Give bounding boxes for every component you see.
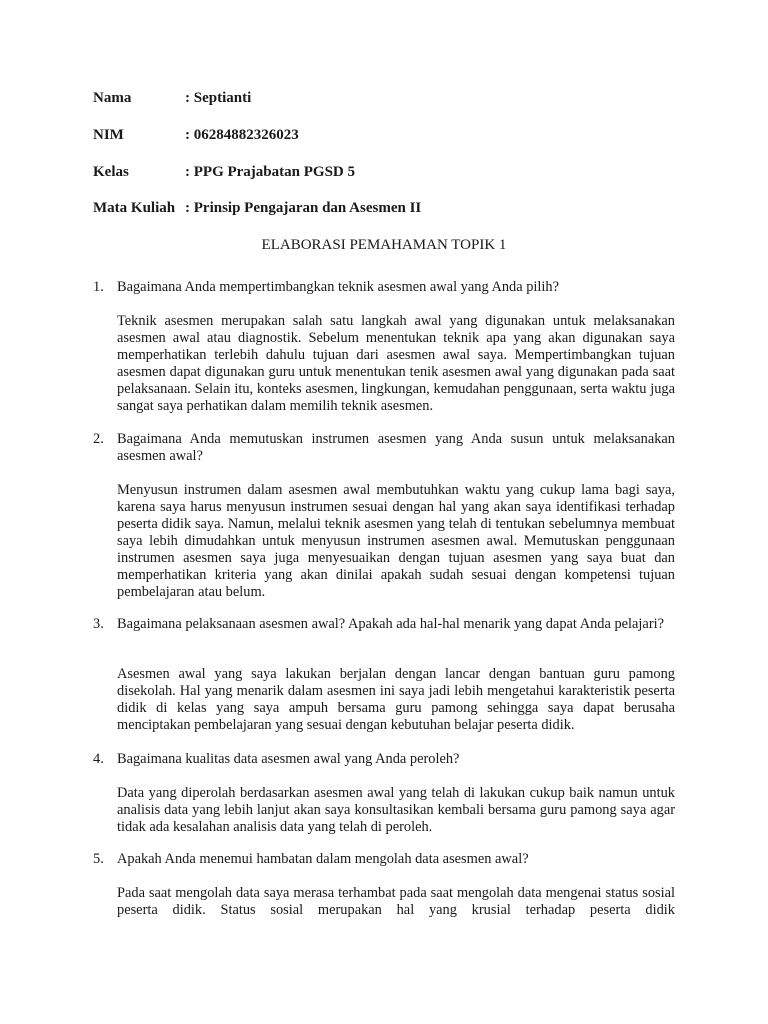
info-label: Kelas: [93, 164, 129, 180]
question-4: [93, 751, 675, 768]
question-number: 1.: [93, 279, 104, 295]
question-number: 2.: [93, 431, 104, 447]
answer-5: Pada saat mengolah data saya merasa terhambat pada saat mengolah data mengenai status sosial peserta didik. Status sosial merupakan hal yang krusial terhadap peserta didik: [117, 885, 675, 918]
answer-2: Menyusun instrumen dalam asesmen awal membutuhkan waktu yang cukup lama bagi saya, karena saya harus menyusun instrumen sesuai dengan hal yang akan saya identifikasi terhadap peserta didik saya. Namun, melalui teknik asesmen yang telah di tentukan sebelumnya membuat saya lebih dimudahkan untuk menyusun instrumen asesmen awal. Memutuskan penggunaan instrumen asesmen saya juga menyesuaikan dengan tujuan asesmen yang saya buat dan memperhatikan kriteria yang akan dinilai apakah sudah sesuai dengan kompetensi tujuan pembelajaran atau belum.: [117, 482, 675, 600]
answer-4: Data yang diperolah berdasarkan asesmen awal yang telah di lakukan cukup baik namun untuk analisis data yang lebih lanjut akan saya konsultasikan kembali bersama guru pamong saya agar tidak ada kesalahan analisis data yang telah di peroleh.: [117, 785, 675, 835]
question-text: Bagaimana Anda memutuskan instrumen asesmen yang Anda susun untuk melaksanakan asesmen awal?: [117, 431, 675, 464]
question-5: [93, 851, 675, 868]
info-value: : Septianti: [185, 90, 252, 106]
info-value: : Prinsip Pengajaran dan Asesmen II: [185, 200, 422, 216]
question-text: Apakah Anda menemui hambatan dalam mengolah data asesmen awal?: [117, 851, 529, 867]
info-label: Nama: [93, 90, 132, 106]
info-row-nama: [93, 89, 251, 107]
question-2: [93, 431, 675, 465]
info-row-nim: [93, 126, 299, 144]
question-number: 3.: [93, 616, 104, 632]
question-3: [93, 616, 675, 633]
question-number: 4.: [93, 751, 104, 767]
info-value: : 06284882326023: [185, 127, 299, 143]
info-row-kelas: [93, 163, 355, 181]
question-1: [93, 279, 675, 296]
document-title: ELABORASI PEMAHAMAN TOPIK 1: [261, 237, 507, 253]
info-value: : PPG Prajabatan PGSD 5: [185, 164, 355, 180]
info-label: NIM: [93, 127, 124, 143]
question-text: Bagaimana kualitas data asesmen awal yang Anda peroleh?: [117, 751, 460, 767]
answer-3: Asesmen awal yang saya lakukan berjalan dengan lancar dengan bantuan guru pamong disekolah. Hal yang menarik dalam asesmen ini saya jadi lebih mengetahui karakteristik peserta didik di kelas yang saya ampuh bersama guru pamong sehingga saya dapat berusaha menciptakan pembelajaran yang sesuai dengan kebutuhan belajar peserta didik.: [117, 666, 675, 733]
question-number: 5.: [93, 851, 104, 867]
info-label: Mata Kuliah: [93, 200, 176, 216]
question-text: Bagaimana Anda mempertimbangkan teknik asesmen awal yang Anda pilih?: [117, 279, 559, 295]
info-row-mata-kuliah: [93, 199, 421, 217]
answer-1: Teknik asesmen merupakan salah satu langkah awal yang digunakan untuk melaksanakan asesmen awal atau diagnostik. Sebelum menentukan teknik apa yang akan digunakan saya memperhatikan terlebih dahulu tujuan dari asesmen awal saya. Mempertimbangkan tujuan asesmen dapat digunakan guru untuk menentukan tenik asesmen awal yang digunakan pada saat pelaksanaan. Selain itu, konteks asesmen, lingkungan, kemudahan penggunaan, serta waktu juga sangat saya perhatikan dalam memilih teknik asesmen.: [117, 313, 675, 414]
question-text: Bagaimana pelaksanaan asesmen awal? Apakah ada hal-hal menarik yang dapat Anda pelajari?: [117, 616, 664, 632]
